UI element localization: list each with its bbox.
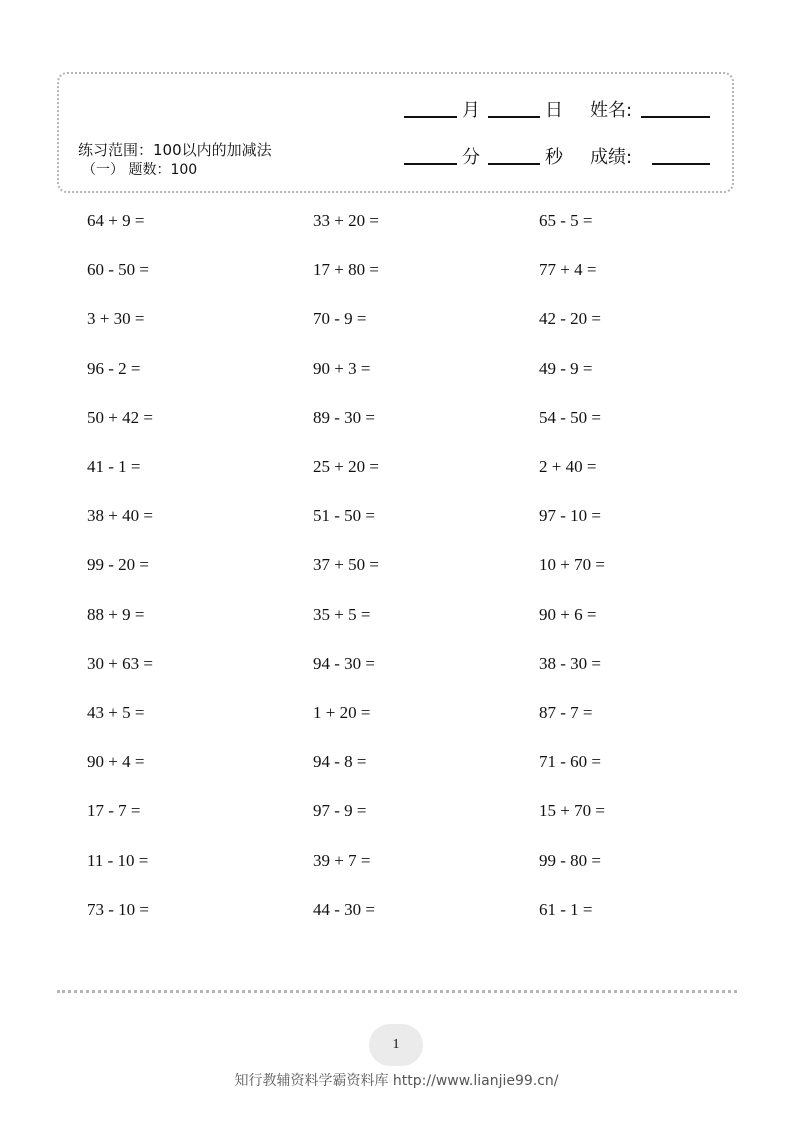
practice-range: 练习范围：100以内的加减法 bbox=[78, 141, 272, 159]
problem-item: 96 - 2 = bbox=[87, 359, 141, 378]
problem-item: 49 - 9 = bbox=[539, 359, 593, 378]
problem-item: 51 - 50 = bbox=[313, 506, 375, 525]
month-label: 月 bbox=[462, 100, 480, 121]
footer-source: 知行教辅资料学霸资料库 http://www.lianjie99.cn/ bbox=[234, 1073, 559, 1089]
problem-item: 99 - 80 = bbox=[539, 851, 601, 870]
minute-label: 分 bbox=[462, 147, 480, 168]
problem-item: 88 + 9 = bbox=[87, 605, 145, 624]
practice-info bbox=[78, 140, 272, 180]
problem-item: 30 + 63 = bbox=[87, 654, 153, 673]
problem-item: 87 - 7 = bbox=[539, 703, 593, 722]
problem-item: 90 + 6 = bbox=[539, 605, 597, 624]
name-blank[interactable] bbox=[641, 116, 710, 118]
problem-item: 15 + 70 = bbox=[539, 801, 605, 820]
problem-item: 11 - 10 = bbox=[87, 851, 149, 870]
problem-item: 50 + 42 = bbox=[87, 408, 153, 427]
day-blank[interactable] bbox=[488, 116, 540, 118]
problem-item: 71 - 60 = bbox=[539, 752, 601, 771]
problem-item: 60 - 50 = bbox=[87, 260, 149, 279]
month-blank[interactable] bbox=[404, 116, 457, 118]
score-label: 成绩: bbox=[590, 147, 633, 168]
problem-item: 97 - 10 = bbox=[539, 506, 601, 525]
problem-item: 43 + 5 = bbox=[87, 703, 145, 722]
problem-item: 65 - 5 = bbox=[539, 211, 593, 230]
problem-item: 94 - 30 = bbox=[313, 654, 375, 673]
problem-item: 90 + 3 = bbox=[313, 359, 371, 378]
page-number: 1 bbox=[369, 1024, 423, 1066]
problem-item: 89 - 30 = bbox=[313, 408, 375, 427]
name-label: 姓名: bbox=[590, 100, 633, 121]
problem-item: 39 + 7 = bbox=[313, 851, 371, 870]
problem-item: 94 - 8 = bbox=[313, 752, 367, 771]
problem-item: 33 + 20 = bbox=[313, 211, 379, 230]
problem-item: 2 + 40 = bbox=[539, 457, 597, 476]
second-blank[interactable] bbox=[488, 163, 540, 165]
problem-item: 38 - 30 = bbox=[539, 654, 601, 673]
problem-item: 10 + 70 = bbox=[539, 555, 605, 574]
problem-item: 70 - 9 = bbox=[313, 309, 367, 328]
problem-item: 35 + 5 = bbox=[313, 605, 371, 624]
problem-item: 97 - 9 = bbox=[313, 801, 367, 820]
bottom-divider bbox=[57, 990, 737, 993]
second-label: 秒 bbox=[545, 147, 563, 168]
problem-item: 44 - 30 = bbox=[313, 900, 375, 919]
problem-item: 73 - 10 = bbox=[87, 900, 149, 919]
problem-item: 37 + 50 = bbox=[313, 555, 379, 574]
problem-item: 90 + 4 = bbox=[87, 752, 145, 771]
problem-item: 38 + 40 = bbox=[87, 506, 153, 525]
problem-item: 54 - 50 = bbox=[539, 408, 601, 427]
minute-blank[interactable] bbox=[404, 163, 457, 165]
question-count: （一） 题数：100 bbox=[82, 162, 198, 178]
problem-item: 99 - 20 = bbox=[87, 555, 149, 574]
problem-item: 25 + 20 = bbox=[313, 457, 379, 476]
problem-item: 1 + 20 = bbox=[313, 703, 371, 722]
problem-item: 64 + 9 = bbox=[87, 211, 145, 230]
problem-item: 41 - 1 = bbox=[87, 457, 141, 476]
problem-item: 17 - 7 = bbox=[87, 801, 141, 820]
problem-item: 3 + 30 = bbox=[87, 309, 145, 328]
problem-item: 77 + 4 = bbox=[539, 260, 597, 279]
problem-item: 17 + 80 = bbox=[313, 260, 379, 279]
day-label: 日 bbox=[545, 100, 563, 121]
problem-item: 42 - 20 = bbox=[539, 309, 601, 328]
score-blank[interactable] bbox=[652, 163, 710, 165]
problem-item: 61 - 1 = bbox=[539, 900, 593, 919]
